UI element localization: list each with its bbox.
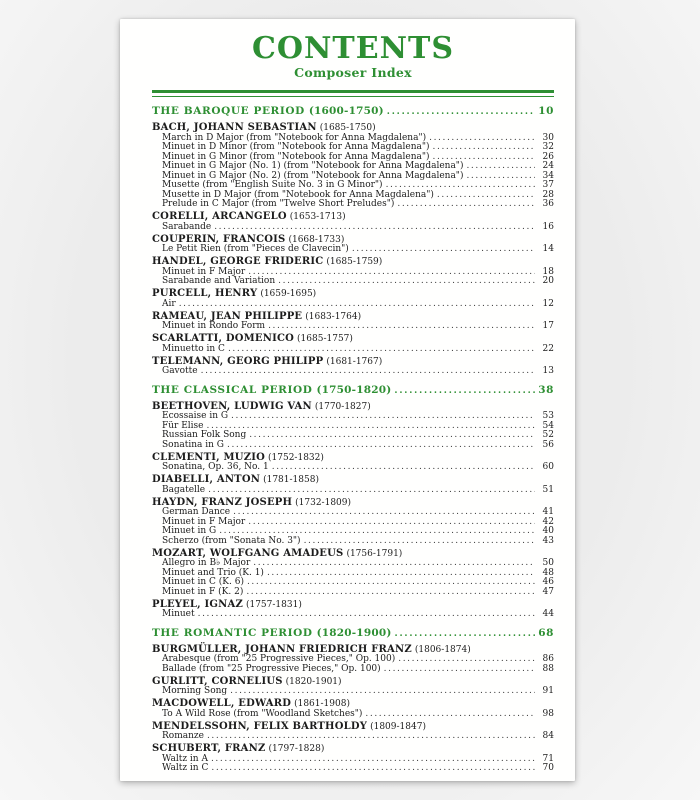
- composer-dates: (1770-1827): [314, 401, 371, 412]
- dot-leader: [253, 559, 535, 569]
- composer-heading-row: [152, 475, 554, 486]
- piece-page-number: 17: [542, 321, 554, 331]
- page-title: CONTENTS: [251, 31, 455, 66]
- piece-page-number: 18: [542, 266, 554, 277]
- piece-row: [152, 223, 554, 233]
- composer-group: [152, 212, 554, 232]
- composer-dates: (1653-1713): [289, 212, 346, 222]
- piece-page-number: 28: [542, 189, 554, 200]
- dot-leader: [397, 200, 535, 210]
- piece-row: [152, 200, 554, 210]
- dot-leader: [466, 162, 535, 172]
- piece-title: Musette (from "English Suite No. 3 in G Minor"): [162, 180, 383, 190]
- toc-section: [152, 627, 554, 774]
- piece-title: To A Wild Rose (from "Woodland Sketches"): [162, 708, 363, 719]
- piece-title: Minuet in G Minor (from "Notebook for Anna Magdalena"): [162, 151, 430, 162]
- section-dates: (1600-1750): [308, 105, 384, 117]
- piece-row: [152, 755, 554, 765]
- piece-row: [152, 732, 554, 742]
- piece-title: Prelude in C Major (from "Twelve Short Preludes"): [162, 199, 395, 209]
- piece-page-number: 56: [542, 439, 554, 450]
- dot-leader: [278, 277, 535, 287]
- piece-page-number: 13: [542, 366, 554, 376]
- piece-page-number: 36: [542, 199, 554, 209]
- composer-dates: (1806-1874): [414, 644, 471, 655]
- piece-title: Waltz in A: [162, 753, 208, 764]
- composer-name: BACH, JOHANN SEBASTIAN: [152, 122, 317, 133]
- piece-row: [152, 300, 554, 310]
- composer-group: [152, 312, 554, 332]
- toc-section: [152, 105, 554, 377]
- composer-heading-row: [152, 334, 554, 345]
- piece-page-number: 37: [542, 180, 554, 190]
- composer-dates: (1681-1767): [326, 356, 383, 367]
- section-page-number: 68: [538, 626, 554, 639]
- piece-page-number: 44: [542, 609, 554, 619]
- composer-group: [152, 722, 554, 742]
- composer-name: BEETHOVEN, LUDWIG VAN: [152, 400, 312, 412]
- dot-leader: [267, 569, 535, 579]
- composer-dates: (1732-1809): [295, 497, 352, 508]
- piece-title: Minuet and Trio (K. 1): [162, 567, 264, 578]
- piece-title: Russian Folk Song: [162, 430, 247, 440]
- composer-heading-row: [152, 257, 554, 268]
- toc-page: [120, 19, 575, 781]
- piece-page-number: 53: [542, 411, 554, 421]
- dot-leader: [206, 422, 535, 432]
- composer-dates: (1685-1759): [326, 257, 383, 267]
- composer-name: TELEMANN, GEORG PHILIPP: [152, 355, 324, 367]
- piece-title: Morning Song: [162, 686, 228, 696]
- piece-page-number: 14: [542, 244, 554, 254]
- dot-leader: [352, 245, 535, 255]
- section-title: THE CLASSICAL PERIOD: [152, 383, 313, 396]
- piece-page-number: 46: [542, 577, 554, 587]
- piece-title: Scherzo (from "Sonata No. 3"): [162, 535, 301, 546]
- dot-leader: [437, 191, 535, 201]
- dot-leader: [248, 518, 535, 528]
- composer-heading-row: [152, 722, 554, 733]
- piece-page-number: 71: [542, 753, 554, 764]
- piece-page-number: 50: [542, 558, 554, 568]
- composer-group: [152, 123, 554, 210]
- piece-title: Sonatina in G: [162, 439, 224, 450]
- piece-page-number: 24: [542, 161, 554, 171]
- piece-page-number: 91: [542, 686, 554, 696]
- piece-page-number: 98: [542, 708, 554, 719]
- composer-dates: (1659-1695): [260, 289, 317, 299]
- composer-dates: (1809-1847): [370, 721, 426, 732]
- page-subtitle: Composer Index: [294, 65, 412, 80]
- piece-row: [152, 367, 554, 377]
- piece-page-number: 52: [542, 430, 554, 440]
- dot-leader: [304, 537, 535, 547]
- dot-leader: [227, 441, 535, 451]
- composer-name: PURCELL, HENRY: [152, 288, 258, 299]
- composer-dates: (1756-1791): [346, 548, 403, 559]
- piece-row: [152, 412, 554, 422]
- composer-name: MOZART, WOLFGANG AMADEUS: [152, 547, 344, 559]
- piece-title: March in D Major (from "Notebook for Anna Magdalena"): [162, 132, 427, 143]
- composer-name: HANDEL, GEORGE FRIDERIC: [152, 256, 324, 267]
- dot-leader: [394, 384, 535, 398]
- piece-page-number: 47: [542, 586, 554, 597]
- piece-row: [152, 588, 554, 598]
- piece-title: Für Elise: [162, 420, 204, 431]
- composer-name: CLEMENTI, MUZIO: [152, 451, 266, 463]
- dot-leader: [228, 345, 535, 355]
- composer-group: [152, 453, 554, 473]
- dot-leader: [272, 463, 535, 473]
- composer-dates: (1685-1757): [297, 334, 353, 344]
- section-page-number: 10: [538, 105, 554, 117]
- piece-title: German Dance: [162, 507, 231, 517]
- composer-dates: (1683-1764): [305, 311, 362, 322]
- piece-title: Ecossaise in G: [162, 411, 229, 421]
- piece-title: Air: [162, 298, 176, 309]
- composer-group: [152, 475, 554, 495]
- section-page-number: 38: [538, 383, 554, 396]
- composer-name: PLEYEL, IGNAZ: [152, 598, 243, 610]
- piece-row: [152, 710, 554, 720]
- dot-leader: [247, 578, 535, 588]
- piece-page-number: 42: [542, 516, 554, 527]
- dot-leader: [365, 710, 535, 720]
- piece-row: [152, 245, 554, 255]
- dot-leader: [249, 431, 535, 441]
- dot-leader: [268, 322, 535, 332]
- piece-page-number: 20: [542, 276, 554, 286]
- dot-leader: [248, 268, 535, 278]
- composer-name: COUPERIN, FRANCOIS: [152, 233, 286, 245]
- composer-group: [152, 600, 554, 620]
- composer-heading-row: [152, 212, 554, 223]
- piece-page-number: 48: [542, 567, 554, 578]
- dot-leader: [395, 627, 535, 641]
- dot-leader: [208, 486, 535, 496]
- piece-title: Minuet in F (K. 2): [162, 586, 244, 597]
- dot-leader: [433, 143, 535, 153]
- piece-row: [152, 345, 554, 355]
- composer-group: [152, 677, 554, 697]
- section-header-row: [152, 384, 554, 398]
- piece-title: Romanze: [162, 731, 204, 741]
- composer-name: MACDOWELL, EDWARD: [152, 698, 292, 709]
- piece-page-number: 51: [542, 484, 554, 495]
- piece-title: Minuet: [162, 609, 195, 619]
- piece-page-number: 43: [542, 535, 554, 546]
- composer-heading-row: [152, 357, 554, 368]
- section-dates: (1750-1820): [316, 383, 392, 396]
- composer-dates: (1757-1831): [245, 599, 302, 610]
- dot-leader: [429, 134, 535, 144]
- piece-row: [152, 764, 554, 774]
- piece-title: Allegro in B♭ Major: [162, 558, 251, 568]
- piece-title: Minuet in Rondo Form: [162, 321, 266, 331]
- dot-leader: [179, 300, 535, 310]
- dot-leader: [201, 367, 535, 377]
- section-header-row: [152, 105, 554, 119]
- section-title: THE ROMANTIC PERIOD: [152, 626, 313, 639]
- composer-group: [152, 645, 554, 675]
- dot-leader: [387, 105, 535, 119]
- dot-leader: [214, 223, 535, 233]
- piece-row: [152, 687, 554, 697]
- piece-title: Sarabande and Variation: [162, 276, 276, 286]
- composer-name: MENDELSSOHN, FELIX BARTHOLDY: [152, 720, 368, 732]
- composer-name: SCHUBERT, FRANZ: [152, 743, 266, 754]
- composer-group: [152, 334, 554, 354]
- dot-leader: [466, 172, 535, 182]
- composer-name: GURLITT, CORNELIUS: [152, 675, 283, 687]
- piece-title: Sarabande: [162, 221, 212, 232]
- piece-title: Sonatina, Op. 36, No. 1: [162, 462, 269, 472]
- piece-page-number: 41: [542, 507, 554, 517]
- piece-page-number: 12: [542, 298, 554, 309]
- composer-dates: (1752-1832): [268, 452, 324, 463]
- piece-page-number: 70: [542, 763, 554, 773]
- dot-leader: [246, 588, 535, 598]
- composer-name: BURGMÜLLER, JOHANN FRIEDRICH FRANZ: [152, 643, 412, 655]
- composer-dates: (1820-1901): [285, 676, 342, 687]
- piece-title: Bagatelle: [162, 484, 206, 495]
- section-title: THE BAROQUE PERIOD: [152, 105, 305, 117]
- composer-name: SCARLATTI, DOMENICO: [152, 333, 295, 344]
- piece-title: Minuet in G Major (No. 1) (from "Notebook for Anna Magdalena"): [162, 161, 464, 171]
- piece-page-number: 84: [542, 731, 554, 741]
- dot-leader: [231, 412, 535, 422]
- section-header-row: [152, 627, 554, 641]
- composer-heading-row: [152, 600, 554, 611]
- composer-heading-row: [152, 289, 554, 300]
- dot-leader: [211, 755, 535, 765]
- piece-page-number: 22: [542, 343, 554, 354]
- piece-title: Minuetto in C: [162, 343, 225, 354]
- composer-dates: (1861-1908): [294, 699, 350, 709]
- composer-name: RAMEAU, JEAN PHILIPPE: [152, 310, 303, 322]
- dot-leader: [198, 610, 535, 620]
- composer-group: [152, 498, 554, 547]
- piece-title: Minuet in C (K. 6): [162, 577, 244, 587]
- toc-body: [152, 105, 554, 774]
- piece-title: Gavotte: [162, 366, 198, 376]
- composer-dates: (1668-1733): [288, 234, 345, 245]
- piece-title: Arabesque (from "25 Progressive Pieces," Op. 100): [162, 654, 396, 664]
- composer-group: [152, 357, 554, 377]
- composer-dates: (1685-1750): [319, 123, 376, 133]
- piece-title: Minuet in D Minor (from "Notebook for Anna Magdalena"): [162, 142, 430, 152]
- toc-section: [152, 384, 554, 620]
- divider-rule: [152, 90, 554, 97]
- piece-title: Ballade (from "25 Progressive Pieces," Op. 100): [162, 663, 381, 674]
- piece-title: Minuet in G: [162, 526, 217, 536]
- composer-heading-row: [152, 699, 554, 710]
- composer-group: [152, 257, 554, 287]
- piece-row: [152, 665, 554, 675]
- piece-page-number: 54: [542, 420, 554, 431]
- piece-title: Minuet in G Major (No. 2) (from "Notebook for Anna Magdalena"): [162, 170, 464, 181]
- piece-title: Minuet in F Major: [162, 266, 246, 277]
- composer-group: [152, 402, 554, 451]
- piece-page-number: 30: [542, 132, 554, 143]
- composer-group: [152, 744, 554, 774]
- composer-heading-row: [152, 744, 554, 755]
- piece-title: Minuet in F Major: [162, 516, 246, 527]
- piece-row: [152, 441, 554, 451]
- dot-leader: [230, 687, 535, 697]
- composer-group: [152, 699, 554, 719]
- piece-title: Waltz in C: [162, 763, 209, 773]
- composer-name: HAYDN, FRANZ JOSEPH: [152, 496, 293, 508]
- dot-leader: [398, 655, 535, 665]
- section-dates: (1820-1900): [316, 626, 392, 639]
- piece-row: [152, 277, 554, 287]
- composer-group: [152, 235, 554, 255]
- dot-leader: [233, 508, 535, 518]
- composer-group: [152, 289, 554, 309]
- dot-leader: [211, 764, 535, 774]
- dot-leader: [384, 665, 535, 675]
- composer-heading-row: [152, 123, 554, 134]
- piece-page-number: 40: [542, 526, 554, 536]
- piece-row: [152, 486, 554, 496]
- composer-group: [152, 549, 554, 598]
- piece-title: Musette in D Major (from "Notebook for Anna Magdalena"): [162, 189, 434, 200]
- composer-name: CORELLI, ARCANGELO: [152, 211, 287, 222]
- piece-row: [152, 322, 554, 332]
- piece-page-number: 86: [542, 654, 554, 664]
- composer-name: DIABELLI, ANTON: [152, 474, 261, 485]
- piece-row: [152, 610, 554, 620]
- piece-title: Le Petit Rien (from "Pieces de Clavecin"): [162, 244, 349, 254]
- piece-page-number: 26: [542, 151, 554, 162]
- piece-page-number: 32: [542, 142, 554, 152]
- piece-page-number: 60: [542, 462, 554, 472]
- piece-row: [152, 537, 554, 547]
- dot-leader: [207, 732, 535, 742]
- composer-dates: (1797-1828): [268, 744, 325, 754]
- piece-row: [152, 463, 554, 473]
- composer-dates: (1781-1858): [263, 475, 319, 485]
- piece-page-number: 16: [542, 221, 554, 232]
- piece-page-number: 88: [542, 663, 554, 674]
- piece-page-number: 34: [542, 170, 554, 181]
